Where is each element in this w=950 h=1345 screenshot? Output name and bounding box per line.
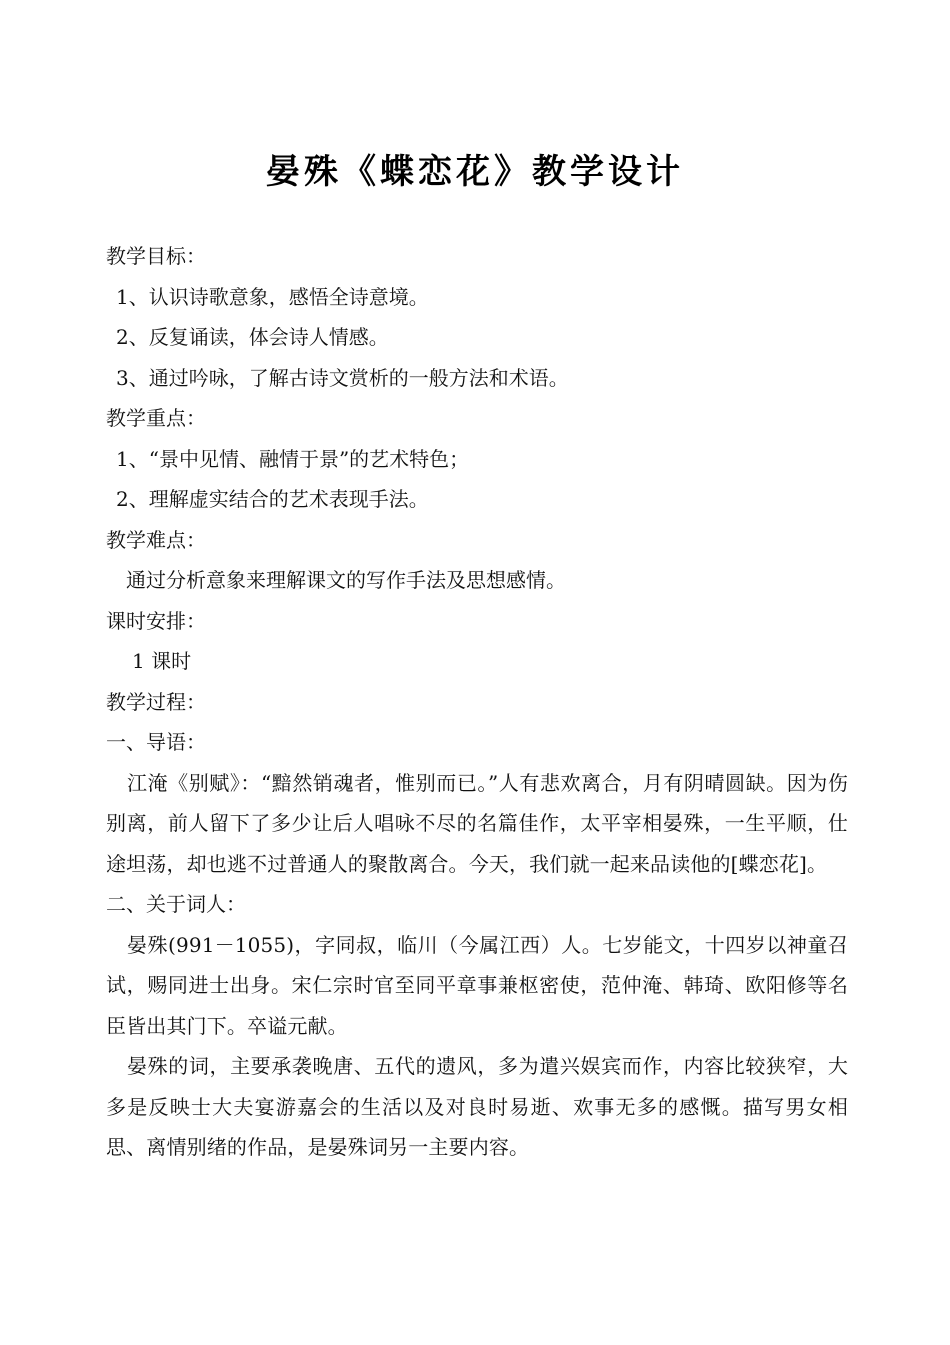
- schedule-heading: 课时安排：: [106, 608, 206, 633]
- difficulty-heading: 教学难点：: [106, 527, 206, 552]
- section1-heading: 一、导语：: [106, 730, 206, 754]
- key-point-item: 1、“景中见情、融情于景”的艺术特色；: [116, 446, 470, 471]
- goals-heading: 教学目标：: [106, 244, 206, 268]
- section2-paragraph-biography: 晏殊(991－1055)，字同叔，临川（今属江西）人。七岁能文，十四岁以神童召试，赐同进士出身。宋仁宗时官至同平章事兼枢密使，范仲淹、韩琦、欧阳修等名臣皆出其门下。卒谥元献。: [106, 932, 848, 1038]
- schedule-text: 1 课时: [132, 649, 192, 673]
- section1-paragraph: 江淹《别赋》：“黯然销魂者，惟别而已。”人有悲欢离合，月有阴晴圆缺。因为伤别离，前人留下了多少让后人唱咏不尽的名篇佳作，太平宰相晏殊，一生平顺，仕途坦荡，却也逃不过普通人的聚散离合。今天，我们就一起来品读他的[蝶恋花]。: [106, 770, 848, 876]
- document-body: [106, 236, 848, 1168]
- goal-item: 3、通过吟咏，了解古诗文赏析的一般方法和术语。: [116, 365, 569, 390]
- section2-heading: 二、关于词人：: [106, 892, 246, 916]
- goal-item: 2、反复诵读，体会诗人情感。: [116, 325, 389, 349]
- document-title: 晏殊《蝶恋花》教学设计: [266, 152, 684, 192]
- process-heading: 教学过程：: [106, 689, 206, 714]
- key-point-item: 2、理解虚实结合的艺术表现手法。: [116, 487, 429, 511]
- section2-paragraph-style: 晏殊的词，主要承袭晚唐、五代的遗风，多为遣兴娱宾而作，内容比较狭窄，大多是反映士大夫宴游嘉会的生活以及对良时易逝、欢事无多的感慨。描写男女相思、离情别绪的作品，是晏殊词另一主要内容。: [106, 1054, 848, 1159]
- key-points-heading: 教学重点：: [106, 406, 206, 430]
- goal-item: 1、认识诗歌意象，感悟全诗意境。: [116, 284, 429, 309]
- difficulty-text: 通过分析意象来理解课文的写作手法及思想感情。: [126, 568, 566, 592]
